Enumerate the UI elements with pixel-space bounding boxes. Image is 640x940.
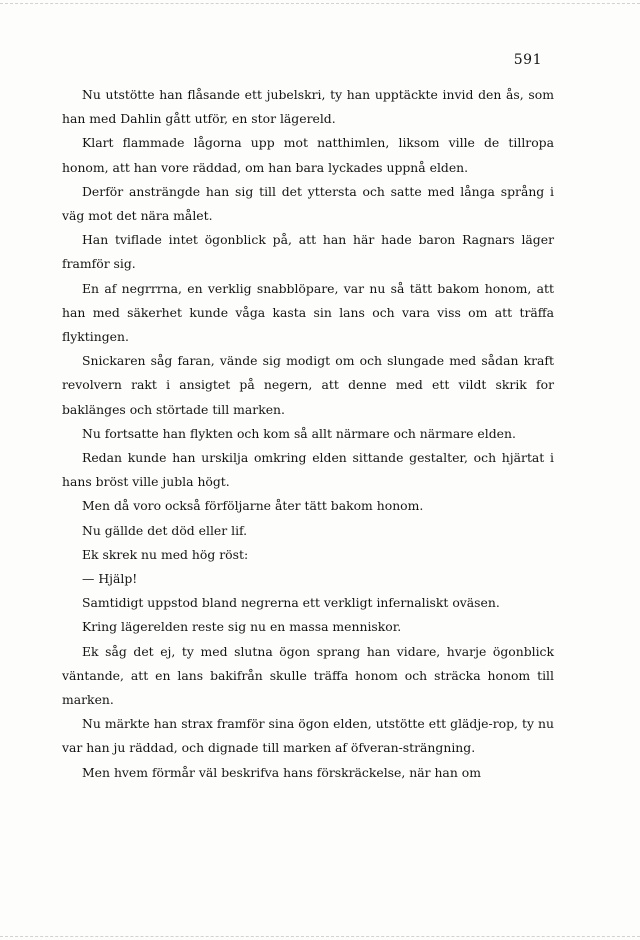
page-number: 591 (513, 52, 542, 68)
paragraph: Men då voro också förföljarne åter tätt bakom honom. (82, 498, 424, 514)
paragraph: Kring lägerelden reste sig nu en massa menniskor. (82, 619, 402, 635)
body-text (62, 83, 554, 785)
paragraph: Samtidigt uppstod bland negrerna ett verkligt infernaliskt oväsen. (82, 595, 500, 611)
paragraph: Nu utstötte han flåsande ett jubelskri, ty han upptäckte invid den ås, som han med Dahlin gått utför, en stor lägereld. (62, 87, 554, 127)
paragraph: Han tviflade intet ögonblick på, att han här hade baron Ragnars läger framför sig. (62, 232, 554, 272)
paragraph: — Hjälp! (82, 571, 138, 587)
paragraph: Nu fortsatte han flykten och kom så allt närmare och närmare elden. (82, 425, 516, 441)
paragraph: Klart flammade lågorna upp mot natthimlen, liksom ville de tillropa honom, att han vore räddad, om han bara lyckades uppnå elden. (62, 135, 554, 175)
paragraph: Nu gällde det död eller lif. (82, 522, 248, 538)
paragraph: Snickaren såg faran, vände sig modigt om och slungade med sådan kraft revolvern rakt i ansigtet på negern, att denne med ett vildt skrik for baklänges och störtade till marken. (62, 353, 554, 417)
paragraph: Men hvem förmår väl beskrifva hans förskräckelse, när han om (82, 764, 481, 780)
bottom-edge-rule (0, 936, 640, 937)
paragraph: Nu märkte han strax framför sina ögon elden, utstötte ett glädje-rop, ty nu var han ju räddad, och dignade till marken af öfveran-strängning. (62, 716, 554, 756)
paragraph: Redan kunde han urskilja omkring elden sittande gestalter, och hjärtat i hans bröst ville jubla högt. (62, 450, 554, 490)
top-edge-rule (0, 3, 640, 4)
paragraph: Ek såg det ej, ty med slutna ögon sprang han vidare, hvarje ögonblick väntande, att en lans bakifrån skulle träffa honom och sträcka honom till marken. (62, 643, 554, 708)
paragraph: Ek skrek nu med hög röst: (82, 546, 249, 562)
paragraph: Derför ansträngde han sig till det yttersta och satte med långa språng i väg mot det nära målet. (62, 183, 554, 224)
paragraph: En af negrrrna, en verklig snabblöpare, var nu så tätt bakom honom, att han med säkerhet kunde våga kasta sin lans och vara viss om att träffa flyktingen. (62, 280, 554, 345)
